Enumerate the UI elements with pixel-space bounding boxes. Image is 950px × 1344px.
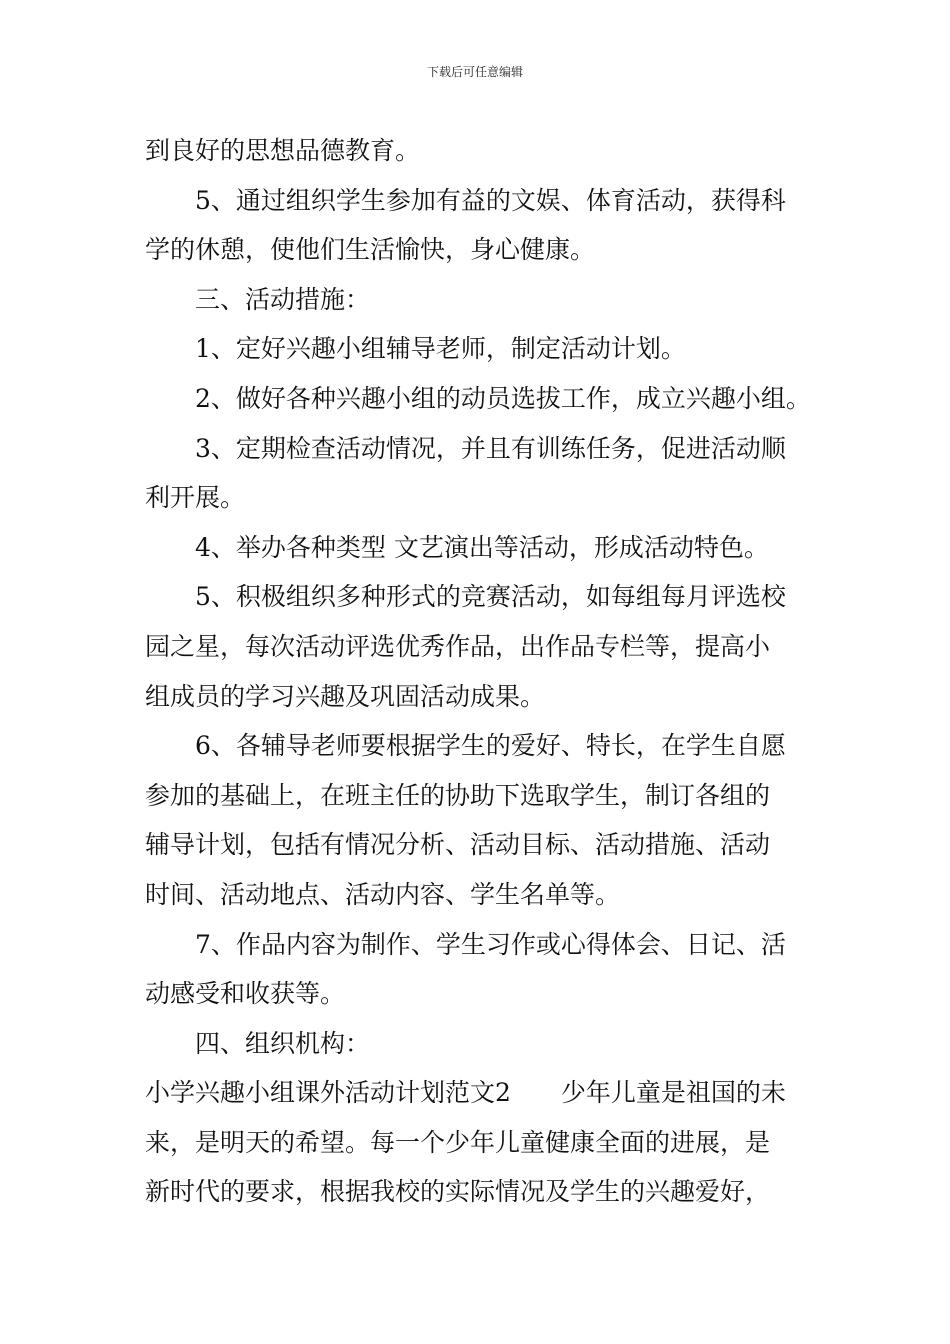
text-line: 参加的基础上，在班主任的协助下选取学生，制订各组的 — [145, 780, 771, 810]
text-line: 小学兴趣小组课外活动计划范文2 少年儿童是祖国的未 — [145, 1078, 786, 1108]
text-line: 时间、活动地点、活动内容、学生名单等。 — [145, 879, 621, 909]
text-line: 到良好的思想品德教育。 — [145, 136, 421, 165]
text-line: 学的休憩，使他们生活愉快，身心健康。 — [145, 235, 596, 265]
text-line: 7、作品内容为制作、学生习作或心得体会、日记、活 — [195, 929, 786, 959]
text-line: 4、举办各种类型 文艺演出等活动，形成活动特色。 — [195, 532, 769, 562]
page-header: 下载后可任意编辑 — [426, 65, 523, 79]
text-line: 动感受和收获等。 — [145, 979, 346, 1009]
text-line: 5、通过组织学生参加有益的文娱、体育活动，获得科 — [195, 185, 786, 215]
text-line: 组成员的学习兴趣及巩固活动成果。 — [145, 681, 546, 711]
text-line: 6、各辅导老师要根据学生的爱好、特长，在学生自愿 — [195, 731, 786, 761]
text-line: 园之星，每次活动评选优秀作品，出作品专栏等，提高小 — [145, 631, 771, 661]
text-line: 3、定期检查活动情况，并且有训练任务，促进活动顺 — [195, 433, 786, 463]
text-line: 新时代的要求，根据我校的实际情况及学生的兴趣爱好， — [145, 1177, 771, 1207]
text-line: 5、积极组织多种形式的竞赛活动，如每组每月评选校 — [195, 582, 786, 612]
text-line: 2、做好各种兴趣小组的动员选拔工作，成立兴趣小组。 — [195, 383, 811, 413]
text-line: 来，是明天的希望。每一个少年儿童健康全面的进展，是 — [145, 1127, 771, 1157]
document-body — [145, 126, 815, 1217]
text-line: 利开展。 — [145, 483, 246, 513]
section-heading: 四、组织机构： — [195, 1028, 371, 1058]
text-line: 1、定好兴趣小组辅导老师，制定活动计划。 — [195, 334, 686, 364]
text-line: 辅导计划，包括有情况分析、活动目标、活动措施、活动 — [145, 830, 771, 860]
section-heading: 三、活动措施： — [195, 284, 371, 314]
